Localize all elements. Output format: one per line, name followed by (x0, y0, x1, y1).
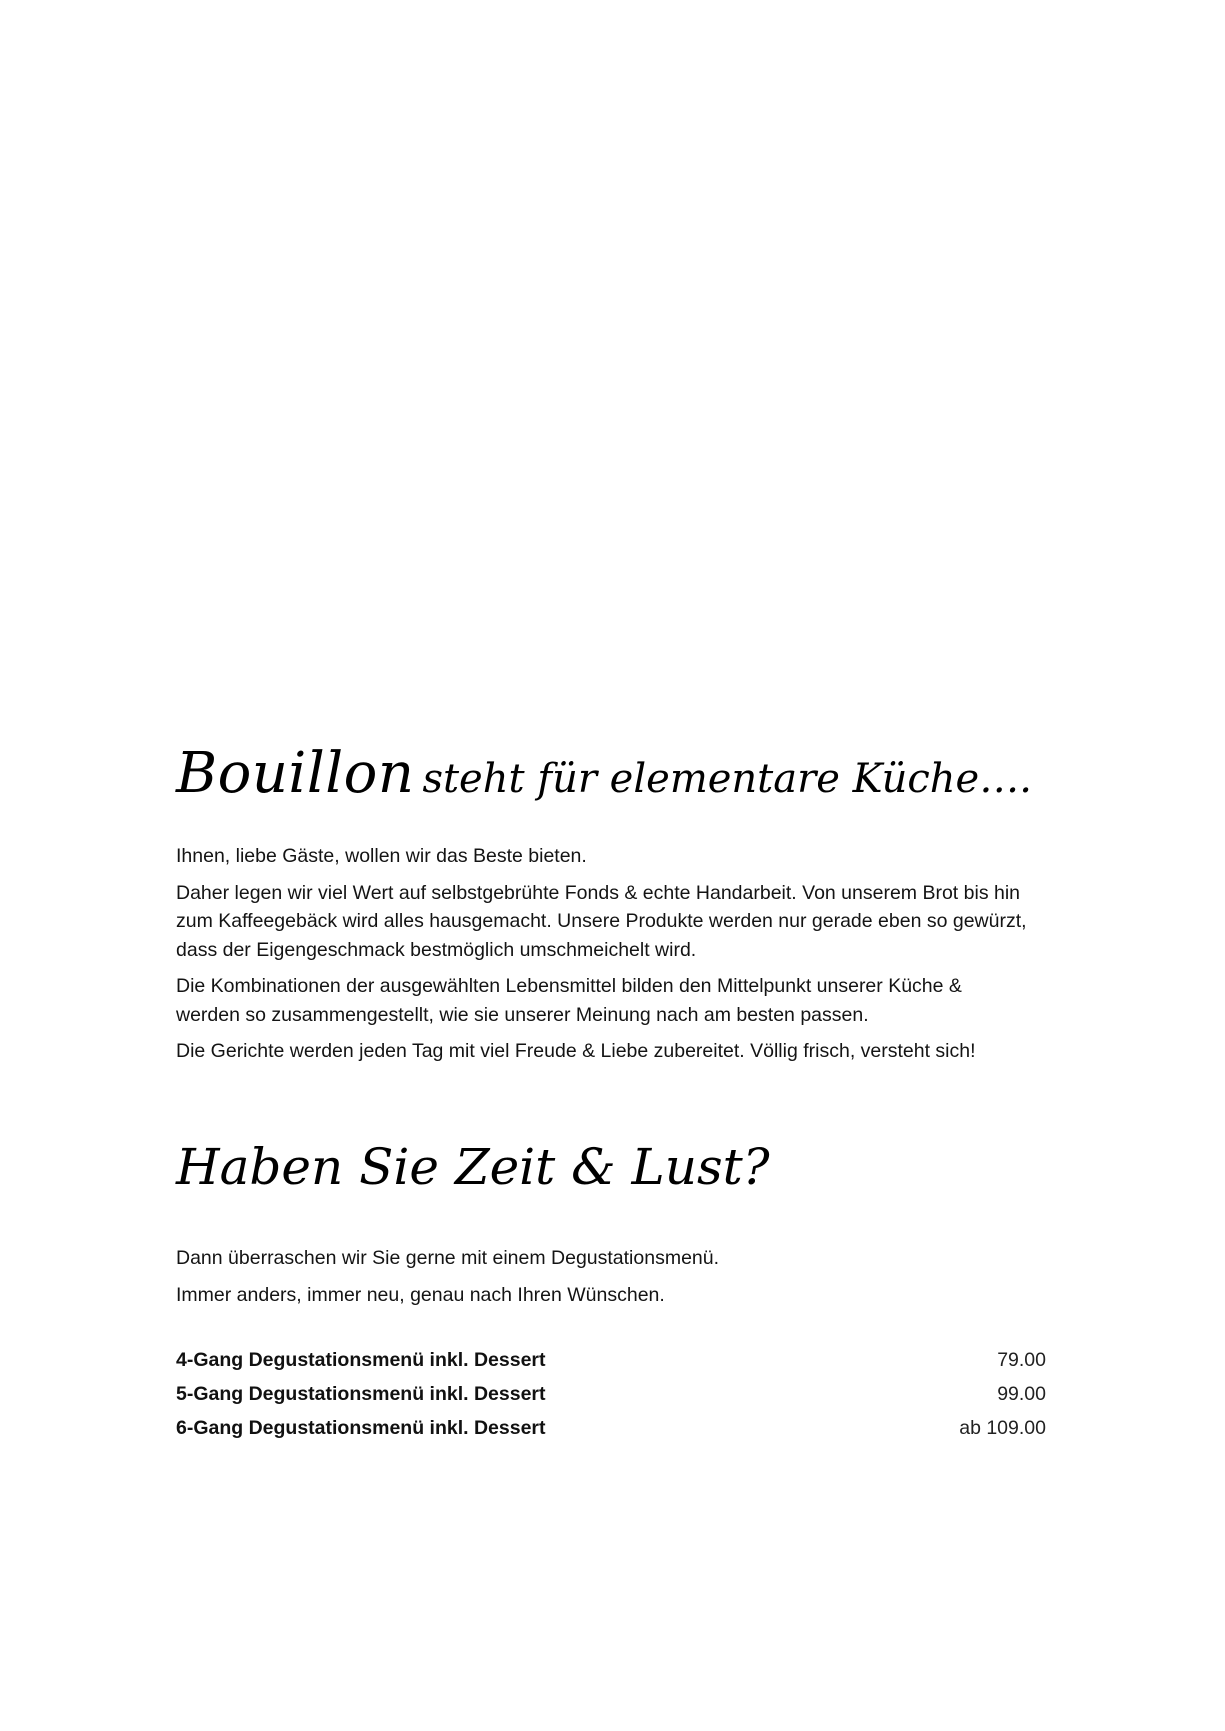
intro-heading-brand: Bouillon (176, 741, 415, 807)
menu-item-price: ab 109.00 (959, 1417, 1046, 1439)
degustation-section (176, 1138, 1046, 1451)
menu-item (176, 1383, 1046, 1417)
menu-item-price: 99.00 (997, 1383, 1046, 1405)
intro-section (176, 725, 1046, 1066)
intro-heading (176, 741, 1046, 807)
menu-item (176, 1349, 1046, 1383)
intro-paragraph: Die Kombinationen der ausgewählten Lebensmittel bilden den Mittelpunkt unserer Küche & werden so zusammengestellt, wie sie unserer Meinung nach am besten passen. (176, 975, 962, 1026)
degustation-intro-text: Dann überraschen wir Sie gerne mit einem Degustationsmenü. (176, 1247, 720, 1269)
menu-item-name: 6-Gang Degustationsmenü inkl. Dessert (176, 1417, 546, 1439)
menu-item-name: 4-Gang Degustationsmenü inkl. Dessert (176, 1349, 546, 1371)
menu-item (176, 1417, 1046, 1451)
menu-item-price: 79.00 (997, 1349, 1046, 1371)
degustation-menu-list (176, 1349, 1046, 1451)
intro-paragraph: Die Gerichte werden jeden Tag mit viel Freude & Liebe zubereitet. Völlig frisch, versteht sich! (176, 1040, 976, 1063)
degustation-subtext: Immer anders, immer neu, genau nach Ihren Wünschen. (176, 1283, 665, 1306)
intro-greeting: Ihnen, liebe Gäste, wollen wir das Beste bieten. (176, 845, 587, 868)
menu-item-name: 5-Gang Degustationsmenü inkl. Dessert (176, 1383, 546, 1405)
intro-paragraph: Daher legen wir viel Wert auf selbstgebrühte Fonds & echte Handarbeit. Von unserem Brot bis hin zum Kaffeegebäck wird alles hausgemacht. Unsere Produkte werden nur gerade eben so gewürzt, dass der Eigengeschmack bestmöglich umschmeichelt wird. (176, 881, 1027, 961)
intro-heading-tagline: steht für elementare Küche…. (422, 756, 1032, 803)
degustation-title: Haben Sie Zeit & Lust? (176, 1138, 770, 1196)
